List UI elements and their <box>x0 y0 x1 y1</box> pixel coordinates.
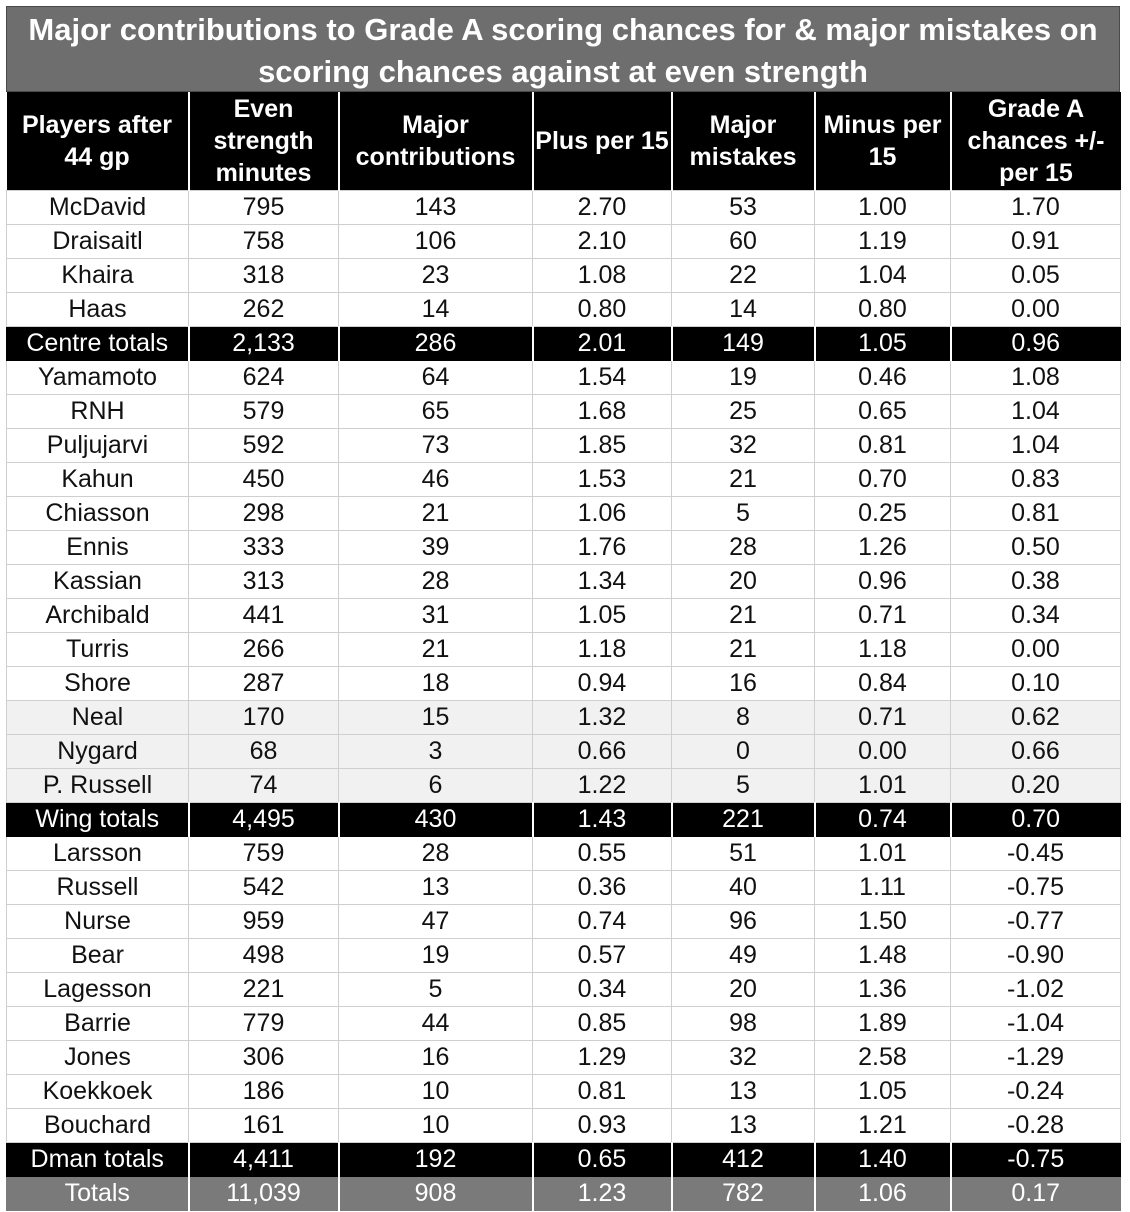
es-minutes-cell: 298 <box>189 497 339 531</box>
major-mistakes-cell: 5 <box>672 497 815 531</box>
table-row <box>7 599 1121 633</box>
es-minutes-cell: 498 <box>189 939 339 973</box>
table-title: Major contributions to Grade A scoring chances for & major mistakes on scoring chances against at even strength <box>6 6 1120 92</box>
es-minutes-cell: 758 <box>189 225 339 259</box>
major-mistakes-cell: 16 <box>672 667 815 701</box>
player-name-cell: P. Russell <box>7 769 189 803</box>
minus-per-15-cell: 0.46 <box>815 361 951 395</box>
table-body <box>7 191 1121 1211</box>
minus-per-15-cell: 0.84 <box>815 667 951 701</box>
es-minutes-cell: 959 <box>189 905 339 939</box>
plus-per-15-cell: 1.68 <box>533 395 672 429</box>
major-contributions-cell: 16 <box>339 1041 533 1075</box>
major-mistakes-cell: 60 <box>672 225 815 259</box>
major-mistakes-cell: 0 <box>672 735 815 769</box>
es-minutes-cell: 170 <box>189 701 339 735</box>
major-mistakes-cell: 51 <box>672 837 815 871</box>
major-contributions-cell: 5 <box>339 973 533 1007</box>
es-minutes-cell: 4,495 <box>189 803 339 837</box>
minus-per-15-cell: 1.26 <box>815 531 951 565</box>
es-minutes-cell: 579 <box>189 395 339 429</box>
table-row <box>7 1041 1121 1075</box>
minus-per-15-cell: 1.01 <box>815 837 951 871</box>
table-row <box>7 225 1121 259</box>
player-name-cell: Turris <box>7 633 189 667</box>
grade-a-diff-cell: -1.04 <box>951 1007 1121 1041</box>
plus-per-15-cell: 0.66 <box>533 735 672 769</box>
plus-per-15-cell: 0.80 <box>533 293 672 327</box>
minus-per-15-cell: 0.81 <box>815 429 951 463</box>
table-row <box>7 871 1121 905</box>
plus-per-15-cell: 1.08 <box>533 259 672 293</box>
minus-per-15-cell: 1.11 <box>815 871 951 905</box>
major-contributions-cell: 21 <box>339 633 533 667</box>
minus-per-15-cell: 0.00 <box>815 735 951 769</box>
header-row <box>7 92 1121 191</box>
grade-a-diff-cell: 0.34 <box>951 599 1121 633</box>
player-name-cell: Totals <box>7 1177 189 1211</box>
table-row <box>7 1109 1121 1143</box>
player-name-cell: Larsson <box>7 837 189 871</box>
player-name-cell: Nurse <box>7 905 189 939</box>
major-contributions-cell: 65 <box>339 395 533 429</box>
plus-per-15-cell: 1.18 <box>533 633 672 667</box>
table-row <box>7 361 1121 395</box>
major-contributions-cell: 64 <box>339 361 533 395</box>
grade-a-diff-cell: -0.75 <box>951 1143 1121 1177</box>
es-minutes-cell: 759 <box>189 837 339 871</box>
grade-a-diff-cell: 0.20 <box>951 769 1121 803</box>
grade-a-diff-cell: 1.04 <box>951 395 1121 429</box>
minus-per-15-cell: 1.19 <box>815 225 951 259</box>
minus-per-15-cell: 1.05 <box>815 1075 951 1109</box>
plus-per-15-cell: 0.65 <box>533 1143 672 1177</box>
minus-per-15-cell: 0.70 <box>815 463 951 497</box>
minus-per-15-cell: 0.71 <box>815 701 951 735</box>
column-header-es-minutes: Even strength minutes <box>189 92 339 191</box>
table-row <box>7 259 1121 293</box>
es-minutes-cell: 624 <box>189 361 339 395</box>
plus-per-15-cell: 1.76 <box>533 531 672 565</box>
player-name-cell: Puljujarvi <box>7 429 189 463</box>
plus-per-15-cell: 1.06 <box>533 497 672 531</box>
grade-a-diff-cell: 0.00 <box>951 633 1121 667</box>
es-minutes-cell: 333 <box>189 531 339 565</box>
major-contributions-cell: 47 <box>339 905 533 939</box>
minus-per-15-cell: 0.96 <box>815 565 951 599</box>
player-name-cell: Koekkoek <box>7 1075 189 1109</box>
player-name-cell: Jones <box>7 1041 189 1075</box>
major-mistakes-cell: 32 <box>672 1041 815 1075</box>
player-name-cell: Russell <box>7 871 189 905</box>
grade-a-diff-cell: 0.17 <box>951 1177 1121 1211</box>
table-row <box>7 905 1121 939</box>
major-contributions-cell: 46 <box>339 463 533 497</box>
major-mistakes-cell: 21 <box>672 599 815 633</box>
player-name-cell: Centre totals <box>7 327 189 361</box>
major-contributions-cell: 908 <box>339 1177 533 1211</box>
player-name-cell: Lagesson <box>7 973 189 1007</box>
player-name-cell: Kahun <box>7 463 189 497</box>
major-contributions-cell: 106 <box>339 225 533 259</box>
stats-table-container <box>6 6 1120 1211</box>
subtotal-row <box>7 1143 1121 1177</box>
plus-per-15-cell: 2.10 <box>533 225 672 259</box>
major-contributions-cell: 286 <box>339 327 533 361</box>
major-contributions-cell: 13 <box>339 871 533 905</box>
subtotal-row <box>7 803 1121 837</box>
table-row <box>7 429 1121 463</box>
major-mistakes-cell: 221 <box>672 803 815 837</box>
table-row <box>7 531 1121 565</box>
plus-per-15-cell: 0.36 <box>533 871 672 905</box>
minus-per-15-cell: 1.00 <box>815 191 951 225</box>
minus-per-15-cell: 0.65 <box>815 395 951 429</box>
es-minutes-cell: 2,133 <box>189 327 339 361</box>
player-name-cell: Yamamoto <box>7 361 189 395</box>
minus-per-15-cell: 1.18 <box>815 633 951 667</box>
grade-a-diff-cell: 0.38 <box>951 565 1121 599</box>
table-row <box>7 769 1121 803</box>
minus-per-15-cell: 0.25 <box>815 497 951 531</box>
major-mistakes-cell: 19 <box>672 361 815 395</box>
player-name-cell: Bouchard <box>7 1109 189 1143</box>
table-row <box>7 293 1121 327</box>
es-minutes-cell: 161 <box>189 1109 339 1143</box>
column-header-major-mistakes: Major mistakes <box>672 92 815 191</box>
table-row <box>7 667 1121 701</box>
major-contributions-cell: 15 <box>339 701 533 735</box>
es-minutes-cell: 592 <box>189 429 339 463</box>
major-contributions-cell: 14 <box>339 293 533 327</box>
es-minutes-cell: 11,039 <box>189 1177 339 1211</box>
table-row <box>7 463 1121 497</box>
es-minutes-cell: 262 <box>189 293 339 327</box>
player-name-cell: Khaira <box>7 259 189 293</box>
major-mistakes-cell: 5 <box>672 769 815 803</box>
grade-a-diff-cell: 0.91 <box>951 225 1121 259</box>
major-contributions-cell: 39 <box>339 531 533 565</box>
es-minutes-cell: 221 <box>189 973 339 1007</box>
major-mistakes-cell: 13 <box>672 1109 815 1143</box>
major-mistakes-cell: 20 <box>672 565 815 599</box>
player-name-cell: Neal <box>7 701 189 735</box>
player-name-cell: McDavid <box>7 191 189 225</box>
grade-a-diff-cell: 0.81 <box>951 497 1121 531</box>
table-row <box>7 735 1121 769</box>
major-mistakes-cell: 20 <box>672 973 815 1007</box>
grade-a-diff-cell: -0.24 <box>951 1075 1121 1109</box>
minus-per-15-cell: 0.71 <box>815 599 951 633</box>
column-header-minus-per-15: Minus per 15 <box>815 92 951 191</box>
plus-per-15-cell: 0.81 <box>533 1075 672 1109</box>
table-row <box>7 191 1121 225</box>
player-name-cell: RNH <box>7 395 189 429</box>
grade-a-diff-cell: 0.83 <box>951 463 1121 497</box>
player-name-cell: Haas <box>7 293 189 327</box>
major-mistakes-cell: 22 <box>672 259 815 293</box>
table-row <box>7 1075 1121 1109</box>
major-mistakes-cell: 40 <box>672 871 815 905</box>
es-minutes-cell: 74 <box>189 769 339 803</box>
minus-per-15-cell: 1.04 <box>815 259 951 293</box>
major-contributions-cell: 44 <box>339 1007 533 1041</box>
major-mistakes-cell: 149 <box>672 327 815 361</box>
grade-a-diff-cell: -0.45 <box>951 837 1121 871</box>
plus-per-15-cell: 0.57 <box>533 939 672 973</box>
player-name-cell: Bear <box>7 939 189 973</box>
es-minutes-cell: 441 <box>189 599 339 633</box>
major-mistakes-cell: 8 <box>672 701 815 735</box>
major-contributions-cell: 31 <box>339 599 533 633</box>
es-minutes-cell: 318 <box>189 259 339 293</box>
grade-a-diff-cell: -0.75 <box>951 871 1121 905</box>
grade-a-diff-cell: 0.00 <box>951 293 1121 327</box>
grade-a-diff-cell: 0.62 <box>951 701 1121 735</box>
plus-per-15-cell: 0.55 <box>533 837 672 871</box>
player-name-cell: Dman totals <box>7 1143 189 1177</box>
plus-per-15-cell: 1.85 <box>533 429 672 463</box>
major-mistakes-cell: 21 <box>672 463 815 497</box>
major-contributions-cell: 10 <box>339 1075 533 1109</box>
grade-a-diff-cell: -0.90 <box>951 939 1121 973</box>
player-name-cell: Kassian <box>7 565 189 599</box>
major-mistakes-cell: 21 <box>672 633 815 667</box>
minus-per-15-cell: 1.01 <box>815 769 951 803</box>
major-contributions-cell: 28 <box>339 837 533 871</box>
plus-per-15-cell: 1.22 <box>533 769 672 803</box>
major-mistakes-cell: 96 <box>672 905 815 939</box>
major-mistakes-cell: 32 <box>672 429 815 463</box>
major-contributions-cell: 192 <box>339 1143 533 1177</box>
minus-per-15-cell: 1.05 <box>815 327 951 361</box>
player-name-cell: Nygard <box>7 735 189 769</box>
plus-per-15-cell: 1.23 <box>533 1177 672 1211</box>
plus-per-15-cell: 0.85 <box>533 1007 672 1041</box>
table-row <box>7 701 1121 735</box>
major-contributions-cell: 18 <box>339 667 533 701</box>
grade-a-diff-cell: -1.29 <box>951 1041 1121 1075</box>
table-row <box>7 395 1121 429</box>
major-mistakes-cell: 782 <box>672 1177 815 1211</box>
minus-per-15-cell: 2.58 <box>815 1041 951 1075</box>
plus-per-15-cell: 1.54 <box>533 361 672 395</box>
major-mistakes-cell: 49 <box>672 939 815 973</box>
es-minutes-cell: 68 <box>189 735 339 769</box>
major-contributions-cell: 73 <box>339 429 533 463</box>
minus-per-15-cell: 1.36 <box>815 973 951 1007</box>
plus-per-15-cell: 2.70 <box>533 191 672 225</box>
es-minutes-cell: 186 <box>189 1075 339 1109</box>
es-minutes-cell: 287 <box>189 667 339 701</box>
minus-per-15-cell: 1.48 <box>815 939 951 973</box>
es-minutes-cell: 266 <box>189 633 339 667</box>
major-mistakes-cell: 14 <box>672 293 815 327</box>
major-mistakes-cell: 53 <box>672 191 815 225</box>
major-contributions-cell: 430 <box>339 803 533 837</box>
es-minutes-cell: 4,411 <box>189 1143 339 1177</box>
major-contributions-cell: 10 <box>339 1109 533 1143</box>
minus-per-15-cell: 0.80 <box>815 293 951 327</box>
table-row <box>7 1007 1121 1041</box>
table-row <box>7 973 1121 1007</box>
plus-per-15-cell: 1.29 <box>533 1041 672 1075</box>
minus-per-15-cell: 1.89 <box>815 1007 951 1041</box>
table-row <box>7 633 1121 667</box>
column-header-grade-a-diff: Grade A chances +/- per 15 <box>951 92 1121 191</box>
es-minutes-cell: 779 <box>189 1007 339 1041</box>
grade-a-diff-cell: 0.66 <box>951 735 1121 769</box>
grade-a-diff-cell: -0.77 <box>951 905 1121 939</box>
grade-a-diff-cell: 1.70 <box>951 191 1121 225</box>
player-name-cell: Shore <box>7 667 189 701</box>
grade-a-diff-cell: 1.08 <box>951 361 1121 395</box>
player-name-cell: Barrie <box>7 1007 189 1041</box>
major-contributions-cell: 3 <box>339 735 533 769</box>
plus-per-15-cell: 0.34 <box>533 973 672 1007</box>
major-contributions-cell: 23 <box>339 259 533 293</box>
plus-per-15-cell: 1.43 <box>533 803 672 837</box>
table-row <box>7 837 1121 871</box>
plus-per-15-cell: 1.05 <box>533 599 672 633</box>
es-minutes-cell: 450 <box>189 463 339 497</box>
plus-per-15-cell: 1.34 <box>533 565 672 599</box>
column-header-player: Players after 44 gp <box>7 92 189 191</box>
es-minutes-cell: 795 <box>189 191 339 225</box>
player-name-cell: Archibald <box>7 599 189 633</box>
player-name-cell: Draisaitl <box>7 225 189 259</box>
grade-a-diff-cell: 0.50 <box>951 531 1121 565</box>
grade-a-diff-cell: 0.70 <box>951 803 1121 837</box>
grade-a-diff-cell: 0.05 <box>951 259 1121 293</box>
column-header-plus-per-15: Plus per 15 <box>533 92 672 191</box>
major-contributions-cell: 143 <box>339 191 533 225</box>
minus-per-15-cell: 1.06 <box>815 1177 951 1211</box>
player-name-cell: Ennis <box>7 531 189 565</box>
plus-per-15-cell: 1.32 <box>533 701 672 735</box>
minus-per-15-cell: 1.21 <box>815 1109 951 1143</box>
player-name-cell: Chiasson <box>7 497 189 531</box>
table-row <box>7 497 1121 531</box>
es-minutes-cell: 542 <box>189 871 339 905</box>
table-row <box>7 939 1121 973</box>
grade-a-diff-cell: -0.28 <box>951 1109 1121 1143</box>
grade-a-diff-cell: -1.02 <box>951 973 1121 1007</box>
minus-per-15-cell: 1.40 <box>815 1143 951 1177</box>
major-mistakes-cell: 25 <box>672 395 815 429</box>
plus-per-15-cell: 1.53 <box>533 463 672 497</box>
grade-a-diff-cell: 1.04 <box>951 429 1121 463</box>
grade-a-diff-cell: 0.10 <box>951 667 1121 701</box>
major-mistakes-cell: 98 <box>672 1007 815 1041</box>
major-mistakes-cell: 28 <box>672 531 815 565</box>
plus-per-15-cell: 0.94 <box>533 667 672 701</box>
plus-per-15-cell: 0.93 <box>533 1109 672 1143</box>
major-mistakes-cell: 412 <box>672 1143 815 1177</box>
major-contributions-cell: 21 <box>339 497 533 531</box>
major-contributions-cell: 6 <box>339 769 533 803</box>
major-mistakes-cell: 13 <box>672 1075 815 1109</box>
player-name-cell: Wing totals <box>7 803 189 837</box>
es-minutes-cell: 306 <box>189 1041 339 1075</box>
major-contributions-cell: 19 <box>339 939 533 973</box>
subtotal-row <box>7 327 1121 361</box>
plus-per-15-cell: 0.74 <box>533 905 672 939</box>
grand-total-row <box>7 1177 1121 1211</box>
minus-per-15-cell: 0.74 <box>815 803 951 837</box>
grade-a-diff-cell: 0.96 <box>951 327 1121 361</box>
major-contributions-cell: 28 <box>339 565 533 599</box>
table-row <box>7 565 1121 599</box>
column-header-major-contributions: Major contributions <box>339 92 533 191</box>
plus-per-15-cell: 2.01 <box>533 327 672 361</box>
stats-table <box>6 92 1121 1211</box>
minus-per-15-cell: 1.50 <box>815 905 951 939</box>
es-minutes-cell: 313 <box>189 565 339 599</box>
